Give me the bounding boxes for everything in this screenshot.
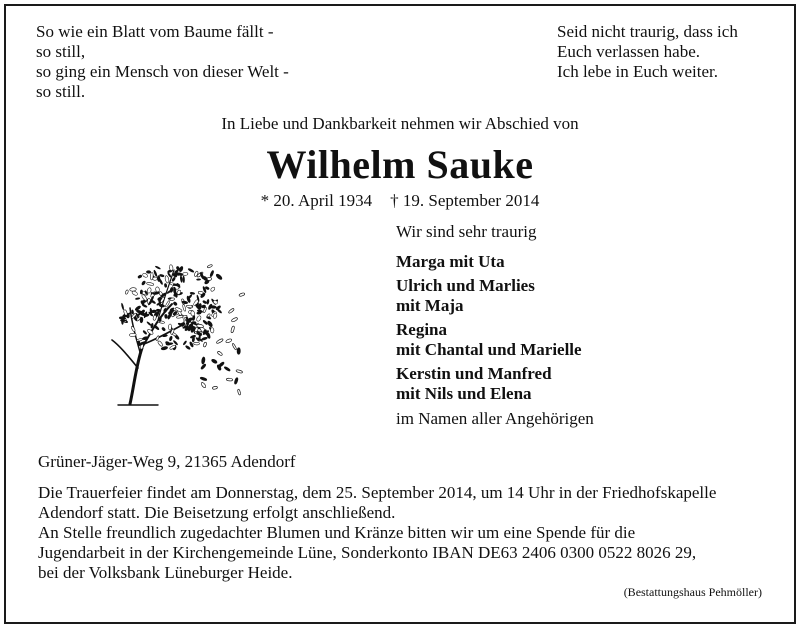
leaf xyxy=(142,273,148,279)
leaf xyxy=(137,274,142,279)
family-line: mit Nils und Elena xyxy=(396,384,532,403)
leaf xyxy=(164,314,168,319)
leaf xyxy=(153,277,158,280)
leaf xyxy=(194,342,200,345)
leaf xyxy=(129,333,136,337)
family-line: Marga mit Uta xyxy=(396,252,505,271)
family-line: Kerstin und Manfred xyxy=(396,364,552,383)
falling-leaf xyxy=(231,317,238,323)
leaf xyxy=(185,345,191,351)
poem-right-line: Ich lebe in Euch weiter. xyxy=(557,62,718,81)
falling-leaf xyxy=(217,351,223,356)
leaf xyxy=(141,280,147,286)
leaf xyxy=(150,272,153,280)
leaf xyxy=(202,300,207,305)
leaf xyxy=(196,278,201,280)
falling-leaf xyxy=(232,343,237,350)
leaves-group xyxy=(119,264,245,395)
leaf xyxy=(180,275,183,282)
leaf xyxy=(164,283,168,288)
falling-leaf xyxy=(203,342,207,347)
leaf xyxy=(125,290,129,295)
leaf xyxy=(210,328,214,333)
donation-line: Jugendarbeit in der Kirchengemeinde Lüne, Sonderkonto IBAN DE63 2406 0300 0522 8026 29, xyxy=(38,543,697,562)
poem-left xyxy=(36,22,289,102)
death-date: † 19. September 2014 xyxy=(390,191,540,210)
falling-leaf xyxy=(210,270,215,277)
donation-line: An Stelle freundlich zugedachter Blumen und Kränze bitten wir um eine Spende für die xyxy=(38,523,636,542)
leaf xyxy=(130,287,137,291)
leaf xyxy=(142,330,147,335)
poem-right-line: Seid nicht traurig, dass ich xyxy=(557,22,738,41)
poem-right-line: Euch verlassen habe. xyxy=(557,42,701,61)
falling-leaf xyxy=(237,389,241,395)
falling-leaf xyxy=(228,308,234,314)
leaf xyxy=(169,335,174,341)
leaf xyxy=(182,304,186,311)
falling-leaf xyxy=(200,382,206,389)
funeral-line: Die Trauerfeier findet am Donnerstag, dem 25. September 2014, um 14 Uhr in der Friedhofskapelle xyxy=(38,483,717,502)
leaf xyxy=(156,335,160,341)
falling-leaf xyxy=(226,378,232,381)
leaf xyxy=(146,282,154,286)
closing-line: im Namen aller Angehörigen xyxy=(396,409,594,428)
leaf xyxy=(190,311,194,317)
leaf xyxy=(190,292,196,295)
family-line: mit Chantal und Marielle xyxy=(396,340,582,359)
leaf xyxy=(121,303,125,311)
family-line: Regina xyxy=(396,320,447,339)
falling-leaf xyxy=(236,369,243,373)
mourning-line: Wir sind sehr traurig xyxy=(396,222,537,241)
funeral-notice xyxy=(38,483,778,523)
falling-leaf xyxy=(201,357,205,364)
funeral-line: Adendorf statt. Die Beisetzung erfolgt anschließend. xyxy=(38,503,396,522)
poem-left-line: so still, xyxy=(36,42,86,61)
falling-leaf xyxy=(207,320,213,327)
falling-leaf xyxy=(237,348,240,355)
falling-leaf xyxy=(211,359,218,364)
leaf xyxy=(206,299,209,305)
falling-leaf xyxy=(207,264,213,268)
birth-date: * 20. April 1934 xyxy=(260,191,373,210)
falling-leaf xyxy=(212,386,217,390)
falling-leaf xyxy=(203,320,208,325)
poem-left-line: so ging ein Mensch von dieser Welt - xyxy=(36,62,289,81)
leaf xyxy=(182,276,185,284)
leaf xyxy=(135,297,140,300)
poem-right xyxy=(557,22,738,82)
leaf xyxy=(157,340,163,347)
leaf xyxy=(131,326,136,332)
leaf xyxy=(168,324,171,330)
leaf xyxy=(196,315,202,322)
deceased-name: Wilhelm Sauke xyxy=(266,142,534,187)
falling-leaf xyxy=(202,276,208,282)
leaf xyxy=(155,287,159,293)
falling-leaf xyxy=(231,326,235,333)
poem-left-line: so still. xyxy=(36,82,86,101)
falling-leaf xyxy=(216,338,224,344)
falling-leaf xyxy=(239,292,245,296)
intro-text: In Liebe und Dankbarkeit nehmen wir Abschied von xyxy=(221,114,579,133)
leaf xyxy=(165,275,170,283)
leaf xyxy=(158,320,165,324)
leaf xyxy=(183,272,188,275)
leaf xyxy=(172,301,178,307)
leaf xyxy=(210,286,215,292)
falling-leaf xyxy=(200,377,207,381)
falling-leaf xyxy=(224,366,231,371)
tree-with-falling-leaves-icon xyxy=(98,248,246,408)
donation-line: bei der Volksbank Lüneburger Heide. xyxy=(38,563,293,582)
leaf xyxy=(146,270,151,274)
leaf xyxy=(187,268,194,274)
leaf xyxy=(172,340,178,346)
falling-leaf xyxy=(200,363,206,369)
falling-leaf xyxy=(215,273,222,280)
family-group xyxy=(396,276,535,316)
leaf xyxy=(153,315,157,321)
family-group xyxy=(396,252,505,272)
poem-left-line: So wie ein Blatt vom Baume fällt - xyxy=(36,22,274,41)
donation-request xyxy=(38,523,778,583)
falling-leaf xyxy=(234,377,239,384)
family-line: Ulrich und Marlies xyxy=(396,276,535,295)
leaf xyxy=(161,326,166,331)
address: Grüner-Jäger-Weg 9, 21365 Adendorf xyxy=(38,452,296,471)
family-line: mit Maja xyxy=(396,296,464,315)
life-dates xyxy=(0,191,800,211)
family-group xyxy=(396,364,552,404)
leaf xyxy=(155,265,161,270)
leaf xyxy=(182,340,187,346)
falling-leaf xyxy=(225,338,232,343)
undertaker-credit: (Bestattungshaus Pehmöller) xyxy=(623,585,762,599)
family-group xyxy=(396,320,582,360)
leaf xyxy=(147,287,152,293)
